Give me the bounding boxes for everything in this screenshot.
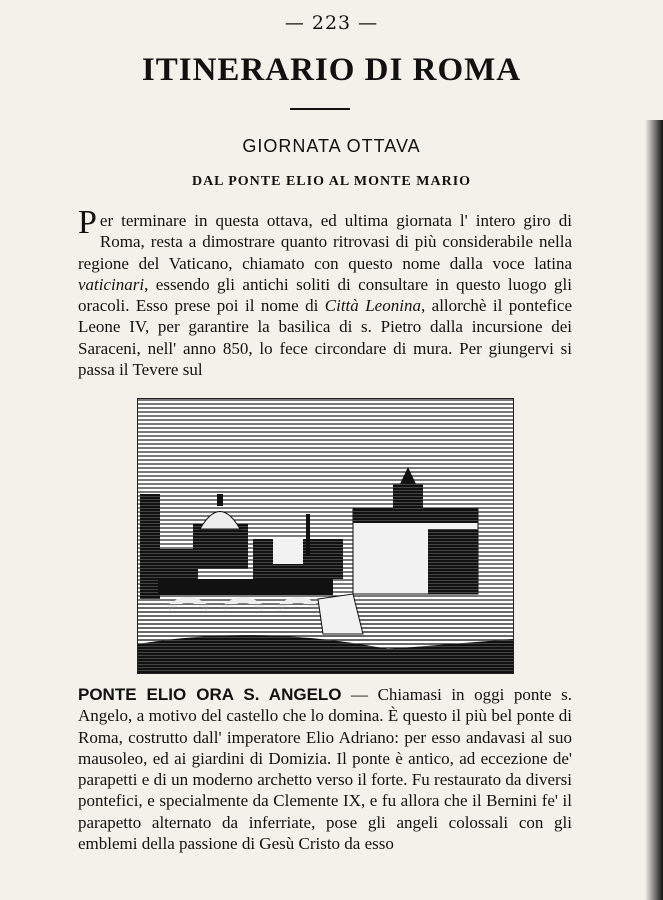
section-heading: PONTE ELIO ORA S. ANGELO <box>78 685 342 704</box>
chapter-subtitle: DAL PONTE ELIO AL MONTE MARIO <box>191 174 472 189</box>
engraving-illustration <box>137 398 514 674</box>
intro-text-1: er terminare in questa ottava, ed ultima giornata l' intero giro di Roma, resta a dimostrare quanto ritrovasi di più considerabile nella regione del Vaticano, chiamato con questo nome dalla voce latina <box>78 211 572 273</box>
title-divider <box>290 108 350 110</box>
intro-paragraph <box>78 204 572 380</box>
section-paragraph <box>78 684 572 854</box>
page-number: — 223 — <box>284 12 379 34</box>
emphasis-citta-leonina: Città Leonina <box>324 296 421 316</box>
tower-left <box>140 494 160 599</box>
page-edge-shadow <box>645 120 663 900</box>
page-title: ITINERARIO DI ROMA <box>141 52 522 88</box>
intro-text-3: , allorchè il pontefice Leone IV, per garantire la basilica di s. Pietro dalla incursione dei Saraceni, nell' anno 850, lo fece circondare di mura. Per giungervi si passa il Tevere sul <box>78 296 572 380</box>
drop-cap: P <box>78 204 97 241</box>
intro-text-2: , essendo gli antichi soliti di consultare in questo luogo gli oracoli. Esso prese poi il nome di <box>78 274 572 316</box>
chapter-title: GIORNATA OTTAVA <box>242 136 421 156</box>
section-body: — Chiamasi in oggi ponte s. Angelo, a motivo del castello che lo domina. È questo il più bel ponte di Roma, costrutto dall' imperatore Elio Adriano: per esso andavasi al suo mausoleo, ed ai giardini di Domizia. Il ponte è antico, ad eccezione de' parapetti e di un moderno archetto verso il forte. Fu restaurato da diversi pontefici, e specialmente da Clemente IX, e fu allora che il Bernini fe' il parapetto alternato da inferriate, pose gli angeli colossali con gli emblemi della passione di Gesù Cristo da esso <box>78 685 572 854</box>
emphasis-vaticinari: vaticinari <box>78 274 145 294</box>
